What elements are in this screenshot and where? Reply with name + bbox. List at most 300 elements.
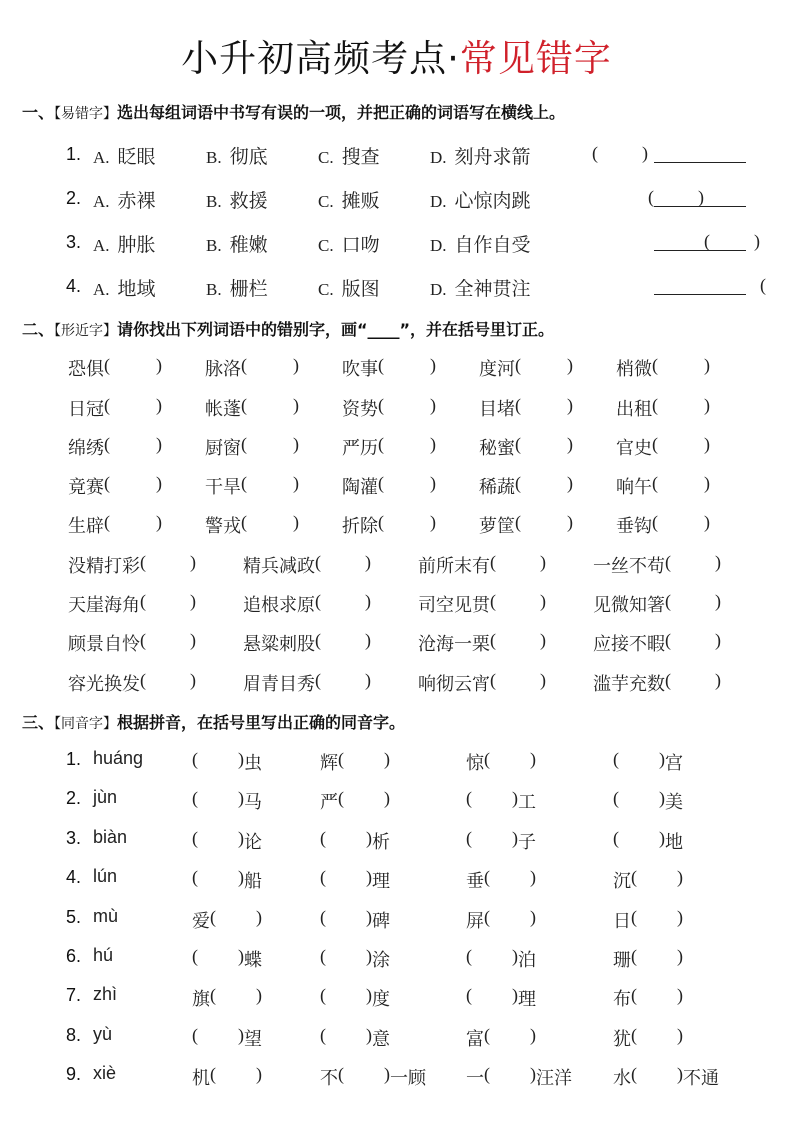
prefix-text: 沉 xyxy=(613,871,631,892)
pinyin: huáng xyxy=(93,748,144,768)
section-number: 二、 xyxy=(22,320,55,339)
question-number: 4. xyxy=(66,867,82,888)
correction-blank[interactable] xyxy=(652,434,710,454)
homophone-blank[interactable] xyxy=(338,788,390,808)
word-item xyxy=(479,395,573,421)
idiom-text: 应接不暇 xyxy=(593,634,665,654)
pinyin: biàn xyxy=(93,826,128,847)
idiom-item xyxy=(243,630,371,656)
idiom-text: 响彻云宵 xyxy=(418,674,490,694)
correction-blank[interactable] xyxy=(104,512,162,532)
correction-blank[interactable] xyxy=(241,434,299,454)
word-item xyxy=(479,355,573,381)
suffix-text: 蝶 xyxy=(244,950,262,970)
idiom-item xyxy=(243,670,371,696)
correction-blank[interactable] xyxy=(315,670,371,690)
correction-blank[interactable] xyxy=(241,473,299,493)
pinyin: hú xyxy=(93,945,114,965)
word-text: 帐蓬 xyxy=(205,399,241,419)
homophone-blank[interactable] xyxy=(613,749,665,769)
homophone-blank[interactable] xyxy=(210,907,262,927)
idiom-text: 前所末有 xyxy=(418,556,490,576)
section-tag: 【易错字】 xyxy=(54,106,118,122)
idiom-text: 悬粱刺股 xyxy=(243,634,315,654)
pinyin: jùn xyxy=(93,787,118,808)
word-item xyxy=(342,395,436,421)
homophone-blank[interactable] xyxy=(484,1064,536,1084)
option-label: A. xyxy=(93,192,110,211)
homophone-blank[interactable] xyxy=(320,867,372,887)
idiom-text: 司空见贯 xyxy=(418,595,490,615)
word-item xyxy=(205,512,299,538)
homophone-blank[interactable] xyxy=(210,985,262,1005)
option-c xyxy=(318,186,380,213)
word-item xyxy=(68,434,162,460)
suffix-text: 工 xyxy=(518,792,536,813)
homophone-item xyxy=(320,907,390,933)
homophone-blank[interactable] xyxy=(192,1025,244,1045)
idiom-item xyxy=(418,670,546,696)
correction-blank[interactable] xyxy=(378,473,436,493)
correction-blank[interactable] xyxy=(140,670,196,690)
question-number: 2. xyxy=(66,188,82,208)
homophone-blank[interactable] xyxy=(338,1064,390,1084)
option-text: 全神贯注 xyxy=(454,279,531,300)
word-text: 度河 xyxy=(479,359,515,379)
homophone-blank[interactable] xyxy=(466,788,518,808)
prefix-text: 珊 xyxy=(613,950,631,970)
correction-blank[interactable] xyxy=(665,630,721,650)
suffix-text: 析 xyxy=(372,831,390,852)
prefix-text: 辉 xyxy=(320,753,338,773)
question-number: 3. xyxy=(66,827,82,848)
word-item xyxy=(616,355,710,381)
pinyin: yù xyxy=(93,1023,113,1044)
option-b xyxy=(206,186,268,213)
word-text: 脉洛 xyxy=(205,359,241,379)
homophone-item xyxy=(320,1064,426,1090)
word-text: 严历 xyxy=(342,438,378,458)
title-highlight: 常见错字 xyxy=(459,37,612,80)
option-label: A. xyxy=(93,236,110,255)
correction-blank[interactable] xyxy=(378,512,436,532)
correction-blank[interactable] xyxy=(104,395,162,415)
homophone-blank[interactable] xyxy=(631,985,683,1005)
option-text: 版图 xyxy=(341,279,380,300)
correction-blank[interactable] xyxy=(241,395,299,415)
word-text: 折除 xyxy=(342,516,378,536)
homophone-item xyxy=(320,749,390,775)
word-text: 日冠 xyxy=(68,399,104,419)
idiom-item xyxy=(418,591,546,617)
answer-choice-blank[interactable] xyxy=(704,231,760,251)
correction-blank[interactable] xyxy=(515,512,573,532)
homophone-item xyxy=(320,1025,390,1051)
question-number: 3. xyxy=(66,232,82,252)
option-label: B. xyxy=(206,192,222,211)
section2-heading xyxy=(22,317,554,340)
word-item xyxy=(205,395,299,421)
suffix-text: 汪洋 xyxy=(536,1068,572,1089)
suffix-text: 子 xyxy=(518,831,536,852)
option-text: 救援 xyxy=(229,191,268,212)
word-text: 警戎 xyxy=(205,516,241,536)
prefix-text: 日 xyxy=(613,910,631,931)
idiom-item xyxy=(68,552,196,578)
idiom-text: 沧海一栗 xyxy=(418,634,490,654)
homophone-blank[interactable] xyxy=(192,867,244,887)
idiom-item xyxy=(68,591,196,617)
prefix-text: 旗 xyxy=(192,989,210,1010)
idiom-item xyxy=(418,552,546,578)
word-text: 干旱 xyxy=(205,477,241,497)
homophone-item xyxy=(466,907,536,933)
correction-blank[interactable] xyxy=(665,591,721,611)
word-text: 生辟 xyxy=(68,516,104,536)
correction-blank[interactable] xyxy=(378,395,436,415)
homophone-blank[interactable] xyxy=(338,749,390,769)
word-text: 绵绣 xyxy=(68,438,104,458)
section-tag: 【形近字】 xyxy=(54,323,118,339)
pinyin: zhì xyxy=(93,984,118,1005)
option-text: 栅栏 xyxy=(229,279,268,300)
pinyin: xiè xyxy=(93,1063,117,1084)
homophone-item xyxy=(466,749,536,775)
homophone-item xyxy=(192,1064,262,1090)
word-item xyxy=(205,434,299,460)
section-instruction: 根据拼音，在括号里写出正确的同音字。 xyxy=(117,713,406,732)
question-number: 5. xyxy=(66,906,82,927)
question-number: 8. xyxy=(66,1024,82,1045)
word-text: 陶灌 xyxy=(342,477,378,497)
answer-write-line[interactable] xyxy=(654,293,746,295)
suffix-text: 意 xyxy=(372,1028,390,1049)
correction-blank[interactable] xyxy=(241,512,299,532)
option-a xyxy=(93,142,156,169)
idiom-text: 滥芋充数 xyxy=(593,674,665,694)
homophone-item xyxy=(613,749,683,775)
homophone-item xyxy=(613,1064,719,1090)
homophone-blank[interactable] xyxy=(631,907,683,927)
option-label: D. xyxy=(430,192,447,211)
homophone-item xyxy=(613,1025,683,1051)
option-text: 搜查 xyxy=(341,147,380,168)
word-item xyxy=(342,355,436,381)
option-label: B. xyxy=(206,236,222,255)
pinyin: mù xyxy=(93,905,119,926)
homophone-blank[interactable] xyxy=(466,946,518,966)
prefix-text: 屏 xyxy=(466,910,484,931)
homophone-item xyxy=(466,788,536,814)
homophone-blank[interactable] xyxy=(631,867,683,887)
correction-blank[interactable] xyxy=(490,670,546,690)
homophone-blank[interactable] xyxy=(484,749,536,769)
word-item xyxy=(205,355,299,381)
word-item xyxy=(342,434,436,460)
suffix-text: 马 xyxy=(244,792,262,813)
option-a xyxy=(93,186,156,213)
homophone-blank[interactable] xyxy=(484,907,536,927)
correction-blank[interactable] xyxy=(665,670,721,690)
correction-blank[interactable] xyxy=(652,512,710,532)
suffix-text: 理 xyxy=(518,989,536,1010)
homophone-item xyxy=(466,867,536,893)
word-text: 竟赛 xyxy=(68,477,104,497)
idiom-item xyxy=(593,552,721,578)
correction-blank[interactable] xyxy=(652,355,710,375)
homophone-item xyxy=(192,907,262,933)
answer-write-line[interactable] xyxy=(654,161,746,163)
option-c xyxy=(318,230,380,257)
answer-write-line[interactable] xyxy=(654,205,746,207)
idiom-item xyxy=(243,591,371,617)
idiom-text: 追根求原 xyxy=(243,595,315,615)
homophone-blank[interactable] xyxy=(466,985,518,1005)
question-number: 7. xyxy=(66,985,82,1006)
correction-blank[interactable] xyxy=(652,473,710,493)
idiom-item xyxy=(243,552,371,578)
homophone-item xyxy=(466,1025,536,1051)
option-label: C. xyxy=(318,148,334,167)
option-d xyxy=(430,142,531,169)
homophone-item xyxy=(613,867,683,893)
homophone-blank[interactable] xyxy=(320,907,372,927)
idiom-item xyxy=(418,630,546,656)
word-item xyxy=(342,512,436,538)
correction-blank[interactable] xyxy=(378,355,436,375)
word-text: 垂钩 xyxy=(616,516,652,536)
correction-blank[interactable] xyxy=(665,552,721,572)
suffix-text: 度 xyxy=(372,989,390,1010)
word-item xyxy=(479,434,573,460)
homophone-item xyxy=(320,828,390,854)
option-text: 自作自受 xyxy=(454,235,531,256)
homophone-blank[interactable] xyxy=(631,1064,683,1084)
suffix-text: 宫 xyxy=(665,753,683,773)
option-d xyxy=(430,186,531,213)
correction-blank[interactable] xyxy=(140,591,196,611)
homophone-item xyxy=(192,749,262,775)
word-item xyxy=(616,512,710,538)
option-label: D. xyxy=(430,148,447,167)
correction-blank[interactable] xyxy=(241,355,299,375)
word-item xyxy=(342,473,436,499)
word-item xyxy=(68,473,162,499)
answer-write-line[interactable] xyxy=(654,249,746,251)
correction-blank[interactable] xyxy=(515,355,573,375)
option-text: 刻舟求箭 xyxy=(454,147,531,168)
homophone-blank[interactable] xyxy=(320,985,372,1005)
correction-blank[interactable] xyxy=(140,630,196,650)
option-c xyxy=(318,274,380,301)
homophone-blank[interactable] xyxy=(192,946,244,966)
word-text: 梢微 xyxy=(616,359,652,379)
suffix-text: 船 xyxy=(244,871,262,892)
option-d xyxy=(430,274,531,301)
idiom-text: 一丝不苟 xyxy=(593,556,665,576)
option-text: 稚嫩 xyxy=(229,235,268,256)
idiom-text: 顾景自怜 xyxy=(68,634,140,654)
correction-blank[interactable] xyxy=(515,395,573,415)
section-number: 三、 xyxy=(22,713,55,732)
homophone-item xyxy=(192,867,262,893)
section3-heading xyxy=(22,710,405,733)
homophone-item xyxy=(613,828,683,854)
correction-blank[interactable] xyxy=(315,630,371,650)
option-text: 眨眼 xyxy=(117,147,156,168)
suffix-text: 碑 xyxy=(372,910,390,931)
option-b xyxy=(206,230,268,257)
homophone-blank[interactable] xyxy=(484,1025,536,1045)
option-text: 彻底 xyxy=(229,147,268,168)
option-label: A. xyxy=(93,280,110,299)
option-label: D. xyxy=(430,280,447,299)
question-number: 1. xyxy=(66,749,82,769)
word-item xyxy=(68,355,162,381)
idiom-item xyxy=(68,670,196,696)
suffix-text: 泊 xyxy=(518,950,536,970)
homophone-blank[interactable] xyxy=(613,788,665,808)
homophone-blank[interactable] xyxy=(320,1025,372,1045)
suffix-text: 美 xyxy=(665,792,683,813)
homophone-item xyxy=(613,907,683,933)
correction-blank[interactable] xyxy=(490,591,546,611)
word-item xyxy=(205,473,299,499)
word-item xyxy=(68,512,162,538)
homophone-blank[interactable] xyxy=(613,828,665,848)
question-number: 2. xyxy=(66,788,82,809)
homophone-blank[interactable] xyxy=(192,749,244,769)
option-text: 心惊肉跳 xyxy=(454,191,531,212)
idiom-item xyxy=(68,630,196,656)
homophone-item xyxy=(320,946,390,972)
question-number: 1. xyxy=(66,144,82,164)
idiom-item xyxy=(593,670,721,696)
correction-blank[interactable] xyxy=(378,434,436,454)
answer-choice-blank[interactable] xyxy=(592,143,648,163)
prefix-text: 水 xyxy=(613,1068,631,1089)
homophone-item xyxy=(192,828,262,854)
correction-blank[interactable] xyxy=(104,473,162,493)
homophone-blank[interactable] xyxy=(320,946,372,966)
answer-choice-blank[interactable] xyxy=(648,187,704,207)
correction-blank[interactable] xyxy=(140,552,196,572)
homophone-item xyxy=(192,1025,262,1051)
idiom-item xyxy=(593,591,721,617)
homophone-item xyxy=(466,828,536,854)
idiom-text: 眉青目秀 xyxy=(243,674,315,694)
word-text: 资势 xyxy=(342,399,378,419)
option-label: C. xyxy=(318,236,334,255)
option-label: B. xyxy=(206,280,222,299)
prefix-text: 不 xyxy=(320,1068,338,1089)
word-text: 稀蔬 xyxy=(479,477,515,497)
correction-blank[interactable] xyxy=(652,395,710,415)
question-number: 6. xyxy=(66,946,82,966)
question-number: 4. xyxy=(66,276,82,296)
question-number: 9. xyxy=(66,1064,82,1085)
option-text: 肿胀 xyxy=(117,235,156,256)
prefix-text: 惊 xyxy=(466,753,484,773)
correction-blank[interactable] xyxy=(515,434,573,454)
option-d xyxy=(430,230,531,257)
correction-blank[interactable] xyxy=(490,630,546,650)
idiom-text: 没精打彩 xyxy=(68,556,140,576)
option-c xyxy=(318,142,380,169)
pinyin: lún xyxy=(93,866,118,887)
homophone-blank[interactable] xyxy=(192,788,244,808)
correction-blank[interactable] xyxy=(315,552,371,572)
idiom-item xyxy=(593,630,721,656)
suffix-text: 不通 xyxy=(683,1068,719,1089)
option-text: 赤裸 xyxy=(117,191,156,212)
homophone-item xyxy=(613,985,683,1011)
correction-blank[interactable] xyxy=(104,355,162,375)
section-instruction: 选出每组词语中书写有误的一项，并把正确的词语写在横线上。 xyxy=(117,103,566,122)
prefix-text: 犹 xyxy=(613,1028,631,1049)
correction-blank[interactable] xyxy=(315,591,371,611)
word-item xyxy=(479,512,573,538)
suffix-text: 理 xyxy=(372,871,390,892)
idiom-text: 精兵减政 xyxy=(243,556,315,576)
homophone-blank[interactable] xyxy=(631,1025,683,1045)
correction-blank[interactable] xyxy=(490,552,546,572)
homophone-item xyxy=(192,985,262,1011)
suffix-text: 地 xyxy=(665,831,683,852)
homophone-blank[interactable] xyxy=(484,867,536,887)
prefix-text: 机 xyxy=(192,1068,210,1089)
homophone-item xyxy=(320,867,390,893)
prefix-text: 富 xyxy=(466,1028,484,1049)
homophone-item xyxy=(192,946,262,972)
homophone-blank[interactable] xyxy=(210,1064,262,1084)
homophone-blank[interactable] xyxy=(631,946,683,966)
word-item xyxy=(68,395,162,421)
prefix-text: 爱 xyxy=(192,910,210,931)
section-number: 一、 xyxy=(22,103,55,122)
prefix-text: 垂 xyxy=(466,871,484,892)
word-text: 吹事 xyxy=(342,359,378,379)
homophone-item xyxy=(466,985,536,1011)
word-item xyxy=(616,434,710,460)
homophone-item xyxy=(192,788,262,814)
homophone-item xyxy=(466,1064,572,1090)
suffix-text: 一顾 xyxy=(390,1068,426,1089)
homophone-item xyxy=(613,788,683,814)
option-b xyxy=(206,274,268,301)
section-tag: 【同音字】 xyxy=(54,716,118,732)
option-a xyxy=(93,230,156,257)
word-text: 萝筐 xyxy=(479,516,515,536)
correction-blank[interactable] xyxy=(104,434,162,454)
option-label: A. xyxy=(93,148,110,167)
suffix-text: 虫 xyxy=(244,753,262,773)
option-label: B. xyxy=(206,148,222,167)
word-text: 厨窗 xyxy=(205,438,241,458)
option-label: C. xyxy=(318,192,334,211)
answer-choice-blank[interactable] xyxy=(760,275,793,295)
idiom-text: 容光换发 xyxy=(68,674,140,694)
word-text: 恐俱 xyxy=(68,359,104,379)
correction-blank[interactable] xyxy=(515,473,573,493)
homophone-blank[interactable] xyxy=(466,828,518,848)
option-label: C. xyxy=(318,280,334,299)
prefix-text: 布 xyxy=(613,989,631,1010)
section-instruction: 请你找出下列词语中的错别字，画“____”，并在括号里订正。 xyxy=(117,320,555,339)
homophone-blank[interactable] xyxy=(320,828,372,848)
homophone-blank[interactable] xyxy=(192,828,244,848)
homophone-item xyxy=(320,788,390,814)
